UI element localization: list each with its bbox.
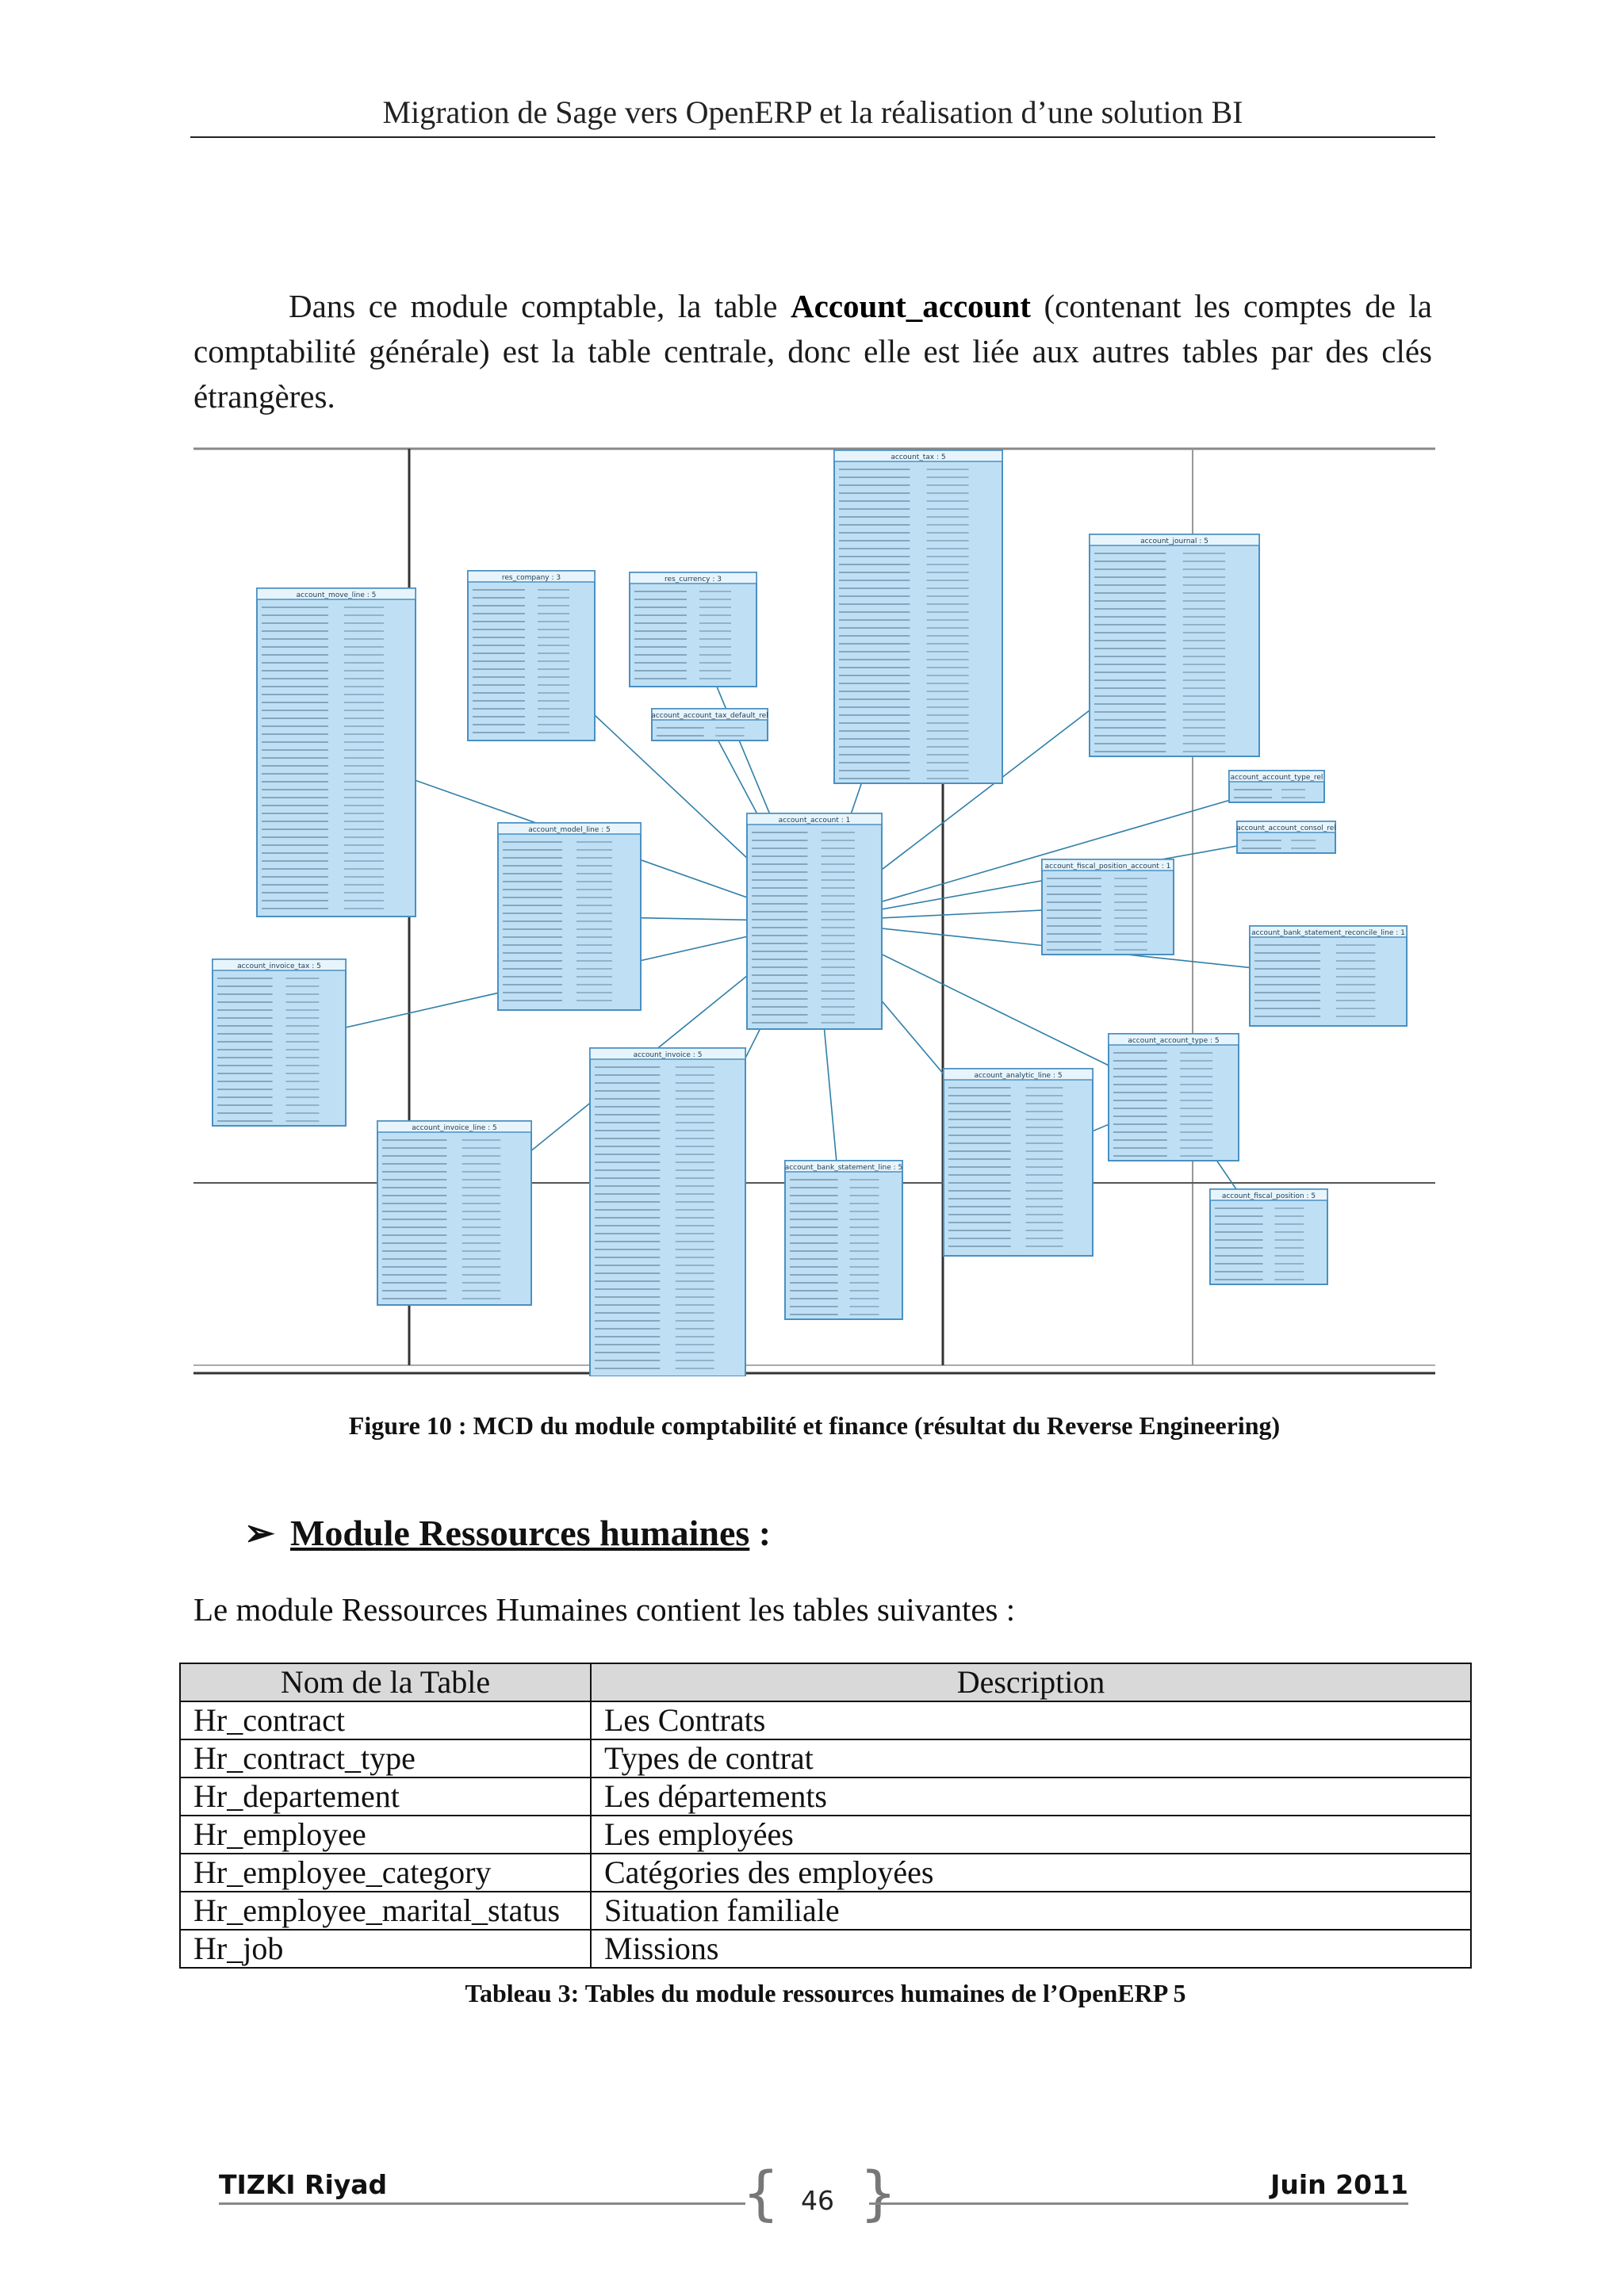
table-cell-name: Hr_job: [180, 1930, 591, 1968]
table-cell-name: Hr_contract: [180, 1701, 591, 1739]
entity-table: [468, 571, 595, 740]
entity-box: [630, 572, 756, 687]
entity-table: [1236, 821, 1336, 853]
table-row: [180, 1854, 1471, 1892]
entity-table: [1090, 534, 1259, 756]
entity-table: [213, 959, 346, 1126]
column-header-name: Nom de la Table: [180, 1663, 591, 1701]
section-heading-colon: :: [749, 1513, 772, 1553]
entity-title: account_fiscal_position_account : 1: [1044, 863, 1171, 871]
intro-paragraph: [193, 284, 1432, 419]
footer-rule-right: [869, 2202, 1408, 2205]
table-caption: Tableau 3: Tables du module ressources humaines de l’OpenERP 5: [465, 1979, 1186, 2007]
page-footer: [219, 2160, 1408, 2228]
entity-box: [747, 813, 882, 1029]
entity-table: [377, 1121, 531, 1305]
entity-title: account_account_type : 5: [1128, 1037, 1220, 1045]
entity-title: account_model_line : 5: [528, 826, 611, 834]
entity-title: account_account_tax_default_rel: [651, 712, 768, 720]
entity-title: account_account : 1: [778, 817, 851, 825]
table-cell-description: Les départements: [591, 1777, 1471, 1816]
table-cell-description: Les Contrats: [591, 1701, 1471, 1739]
paragraph-text-2: (contenant les comptes de la comptabilité générale) est la table centrale, donc elle est liée aux autres tables par des clés étrangères.: [193, 288, 1433, 415]
entity-table: [785, 1161, 903, 1319]
hr-tables: [179, 1663, 1472, 1969]
entity-title: account_invoice_tax : 5: [237, 962, 321, 970]
table-cell-name: Hr_departement: [180, 1777, 591, 1816]
entity-title: account_move_line : 5: [296, 591, 377, 599]
table-cell-description: Types de contrat: [591, 1739, 1471, 1777]
entity-title: account_bank_statement_line : 5: [784, 1164, 903, 1172]
paragraph-text-1: Dans ce module comptable, la table: [289, 288, 791, 324]
entity-box: [1210, 1189, 1327, 1284]
entity-table: [651, 709, 768, 740]
entity-box: [468, 571, 595, 740]
entity-title: account_account_type_rel: [1230, 774, 1323, 782]
entity-table: [834, 450, 1002, 783]
table-cell-name: Hr_contract_type: [180, 1739, 591, 1777]
table-row: [180, 1892, 1471, 1930]
table-cell-description: Missions: [591, 1930, 1471, 1968]
entity-title: res_company : 3: [501, 574, 561, 582]
table-cell-description: Catégories des employées: [591, 1854, 1471, 1892]
entity-table: [1250, 926, 1407, 1026]
figure-caption: Figure 10 : MCD du module comptabilité et finance (résultat du Reverse Engineering): [348, 1411, 1281, 1440]
table-cell-description: Les employées: [591, 1816, 1471, 1854]
table-cell-name: Hr_employee_marital_status: [180, 1892, 591, 1930]
entity-box: [1090, 534, 1259, 756]
table-cell-name: Hr_employee_category: [180, 1854, 591, 1892]
entity-table: [590, 1048, 745, 1376]
footer-date: Juin 2011: [1270, 2169, 1408, 2200]
table-intro: Le module Ressources Humaines contient les tables suivantes :: [193, 1591, 1016, 1628]
entity-title: account_analytic_line : 5: [974, 1072, 1063, 1080]
header-rule: [190, 136, 1435, 138]
entity-table: [630, 572, 756, 687]
entity-table: [944, 1069, 1093, 1256]
diagram-canvas: [193, 446, 1435, 1376]
footer-brace-left: {: [742, 2160, 780, 2228]
running-header: Migration de Sage vers OpenERP et la réalisation d’une solution BI: [382, 94, 1243, 130]
footer-rule-left: [219, 2202, 745, 2205]
entity-title: res_currency : 3: [665, 576, 722, 584]
paragraph-bold-term: Account_account: [791, 288, 1031, 324]
entity-box: [1042, 859, 1174, 955]
table-row: [180, 1777, 1471, 1816]
entity-box: [257, 588, 416, 916]
entity-title: account_bank_statement_reconcile_line : 1: [1251, 929, 1405, 937]
table-row: [180, 1930, 1471, 1968]
entity-table: [498, 823, 641, 1010]
entity-table: [747, 813, 882, 1029]
entity-title: account_journal : 5: [1140, 538, 1208, 545]
section-heading: [244, 1511, 771, 1554]
entity-title: account_fiscal_position : 5: [1221, 1192, 1316, 1200]
table-row: [180, 1739, 1471, 1777]
entity-table: [1210, 1189, 1327, 1284]
table-cell-name: Hr_employee: [180, 1816, 591, 1854]
section-heading-text: Module Ressources humaines: [290, 1513, 750, 1553]
arrow-bullet-icon: ➢: [244, 1513, 275, 1553]
entity-table: [1042, 859, 1174, 955]
page-number: 46: [801, 2185, 834, 2216]
table-row: [180, 1816, 1471, 1854]
entity-title: account_invoice : 5: [633, 1051, 703, 1059]
entity-title: account_account_consol_rel: [1236, 825, 1336, 832]
entity-box: [944, 1069, 1093, 1256]
entity-box: [590, 1048, 745, 1376]
entity-title: account_invoice_line : 5: [412, 1124, 497, 1132]
footer-brace-right: }: [860, 2160, 898, 2228]
mcd-diagram: [193, 446, 1435, 1376]
entity-box: [785, 1161, 902, 1319]
footer-author: TIZKI Riyad: [219, 2169, 388, 2200]
entity-title: account_tax : 5: [891, 453, 946, 461]
entity-box: [498, 823, 641, 1010]
entity-table: [1109, 1034, 1239, 1161]
table-row: [180, 1701, 1471, 1739]
column-header-description: Description: [591, 1663, 1471, 1701]
entity-table: [1229, 771, 1324, 802]
table-cell-description: Situation familiale: [591, 1892, 1471, 1930]
entity-table: [257, 588, 416, 916]
table-header-row: [180, 1663, 1471, 1701]
